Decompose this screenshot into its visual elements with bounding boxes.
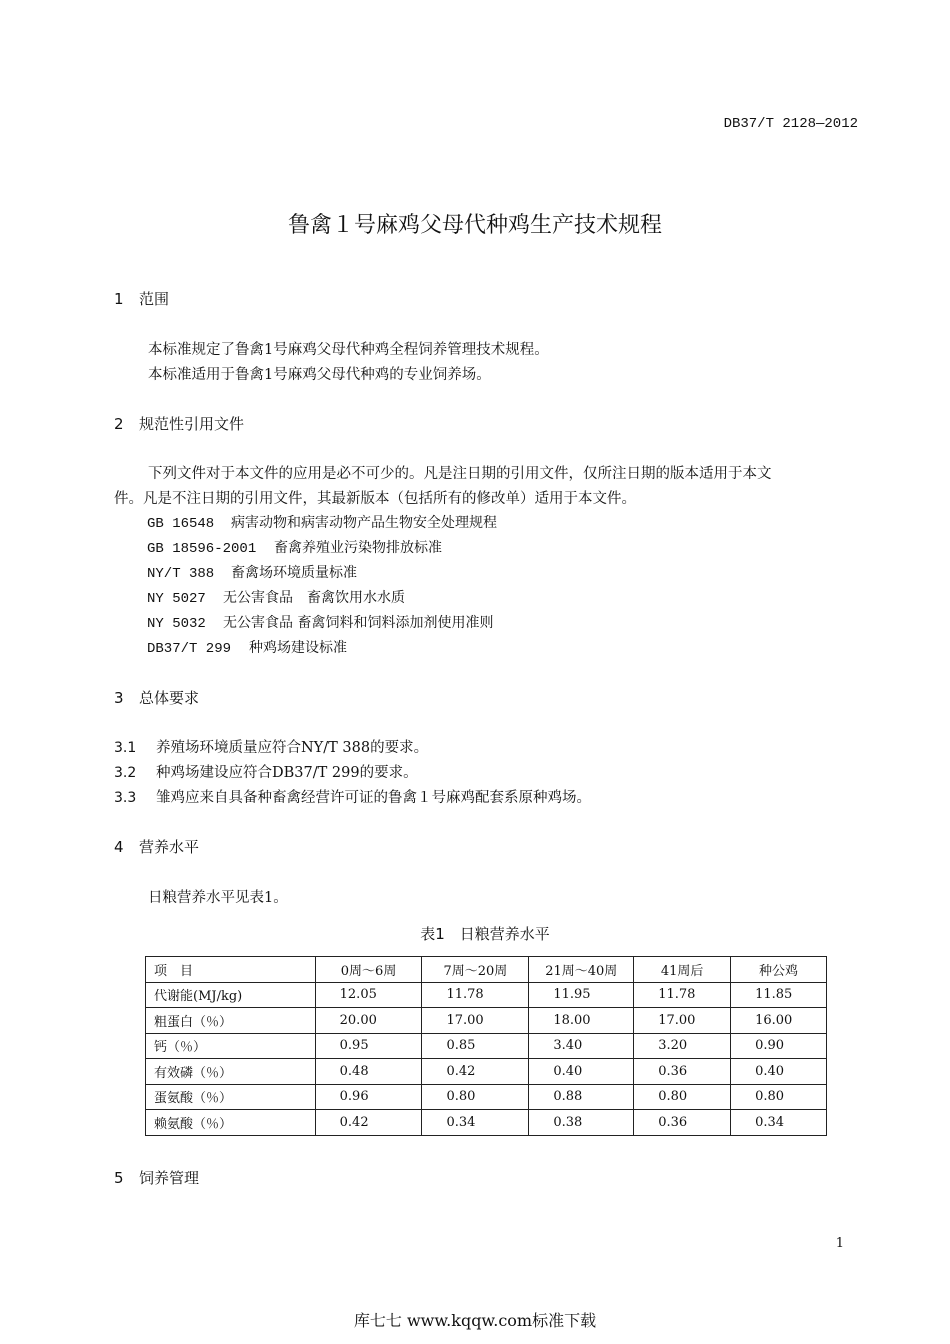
reference-item: [147, 587, 405, 607]
table-cell: 16.00: [731, 1008, 827, 1034]
reference-item: [147, 637, 347, 657]
reference-code: GB 16548: [147, 516, 215, 532]
paragraph: 日粮营养水平见表1。: [148, 890, 288, 906]
table-cell: 12.05: [315, 982, 422, 1008]
section-3-heading: [114, 687, 199, 708]
table-cell: 11.78: [634, 982, 731, 1008]
reference-code: NY/T 388: [147, 566, 215, 582]
page-number: 1: [835, 1236, 844, 1251]
table-cell: 3.20: [634, 1033, 731, 1059]
site-footer-watermark: 库七七 www.kqqw.com标准下载: [353, 1311, 597, 1330]
table-row: [146, 1033, 827, 1059]
reference-title: 无公害食品 畜禽饮用水水质: [223, 590, 405, 606]
table-cell: 20.00: [315, 1008, 422, 1034]
table-row: [146, 1110, 827, 1136]
reference-title: 病害动物和病害动物产品生物安全处理规程: [231, 515, 497, 531]
paragraph-line: 下列文件对于本文件的应用是必不可少的。凡是注日期的引用文件，仅所注日期的版本适用于本文: [148, 466, 772, 482]
table-cell: 0.85: [422, 1033, 529, 1059]
table-cell: 11.78: [422, 982, 529, 1008]
item-number: 3.2: [114, 765, 137, 781]
section-number: 3: [114, 689, 124, 707]
item-text: 养殖场环境质量应符合NY/T 388的要求。: [156, 740, 429, 756]
reference-item: [147, 612, 493, 632]
table-cell: 0.40: [731, 1059, 827, 1085]
table-cell: 0.80: [634, 1084, 731, 1110]
paragraph: 本标准规定了鲁禽1号麻鸡父母代种鸡全程饲养管理技术规程。: [148, 342, 549, 358]
column-header: 0周～6周: [315, 957, 422, 983]
reference-title: 无公害食品 畜禽饲料和饲料添加剂使用准则: [223, 615, 494, 631]
row-label: 代谢能(MJ/kg): [146, 982, 316, 1008]
document-number: DB37/T 2128—2012: [723, 116, 858, 132]
table-cell: 11.95: [529, 982, 634, 1008]
row-label: 赖氨酸（％）: [146, 1110, 316, 1136]
section-2-heading: [114, 413, 244, 434]
table-header-row: [146, 957, 827, 983]
table-cell: 0.88: [529, 1084, 634, 1110]
requirement-item: [114, 761, 418, 782]
table-cell: 0.36: [634, 1110, 731, 1136]
reference-code: DB37/T 299: [147, 641, 232, 657]
table-cell: 0.42: [422, 1059, 529, 1085]
column-header: 项 目: [146, 957, 316, 983]
reference-code: GB 18596-2001: [147, 541, 257, 557]
table-cell: 0.48: [315, 1059, 422, 1085]
section-title: 总体要求: [139, 689, 200, 707]
document-title: 鲁禽１号麻鸡父母代种鸡生产技术规程: [287, 213, 662, 238]
column-header: 种公鸡: [731, 957, 827, 983]
column-header: 41周后: [634, 957, 731, 983]
table-cell: 0.34: [422, 1110, 529, 1136]
section-5-heading: [114, 1167, 199, 1188]
section-title: 规范性引用文件: [139, 415, 245, 433]
table-cell: 0.90: [731, 1033, 827, 1059]
table-cell: 18.00: [529, 1008, 634, 1034]
paragraph: 本标准适用于鲁禽1号麻鸡父母代种鸡的专业饲养场。: [148, 367, 491, 383]
reference-code: NY 5027: [147, 591, 206, 607]
table-cell: 0.40: [529, 1059, 634, 1085]
section-number: 5: [114, 1169, 124, 1187]
table-caption: 表1 日粮营养水平: [420, 925, 550, 943]
section-title: 营养水平: [139, 838, 200, 856]
table-cell: 17.00: [634, 1008, 731, 1034]
row-label: 蛋氨酸（％）: [146, 1084, 316, 1110]
reference-title: 畜禽养殖业污染物排放标准: [274, 540, 442, 556]
section-1-heading: [114, 288, 169, 309]
section-number: 4: [114, 838, 124, 856]
item-text: 种鸡场建设应符合DB37/T 299的要求。: [156, 765, 418, 781]
table-cell: 0.34: [731, 1110, 827, 1136]
section-4-heading: [114, 836, 199, 857]
paragraph-line: 件。凡是不注日期的引用文件，其最新版本（包括所有的修改单）适用于本文件。: [114, 491, 636, 507]
table-cell: 11.85: [731, 982, 827, 1008]
table-cell: 0.80: [422, 1084, 529, 1110]
reference-item: [147, 512, 497, 532]
item-number: 3.1: [114, 740, 137, 756]
table-row: [146, 1084, 827, 1110]
item-number: 3.3: [114, 790, 137, 806]
item-text: 雏鸡应来自具备种畜禽经营许可证的鲁禽１号麻鸡配套系原种鸡场。: [156, 790, 591, 806]
section-title: 范围: [139, 290, 170, 308]
table-cell: 0.95: [315, 1033, 422, 1059]
reference-code: NY 5032: [147, 616, 206, 632]
table-cell: 3.40: [529, 1033, 634, 1059]
table-cell: 0.38: [529, 1110, 634, 1136]
requirement-item: [114, 786, 591, 807]
table-row: [146, 982, 827, 1008]
table-row: [146, 1059, 827, 1085]
row-label: 有效磷（％）: [146, 1059, 316, 1085]
table-cell: 0.80: [731, 1084, 827, 1110]
section-title: 饲养管理: [139, 1169, 200, 1187]
row-label: 钙（％）: [146, 1033, 316, 1059]
table-cell: 0.36: [634, 1059, 731, 1085]
table-cell: 17.00: [422, 1008, 529, 1034]
table-cell: 0.42: [315, 1110, 422, 1136]
section-number: 2: [114, 415, 124, 433]
nutrition-table: [145, 956, 827, 1136]
reference-title: 畜禽场环境质量标准: [231, 565, 357, 581]
section-number: 1: [114, 290, 124, 308]
table-cell: 0.96: [315, 1084, 422, 1110]
reference-item: [147, 562, 357, 582]
table-row: [146, 1008, 827, 1034]
column-header: 7周～20周: [422, 957, 529, 983]
reference-title: 种鸡场建设标准: [249, 640, 347, 656]
requirement-item: [114, 736, 428, 757]
row-label: 粗蛋白（％）: [146, 1008, 316, 1034]
column-header: 21周～40周: [529, 957, 634, 983]
reference-item: [147, 537, 442, 557]
